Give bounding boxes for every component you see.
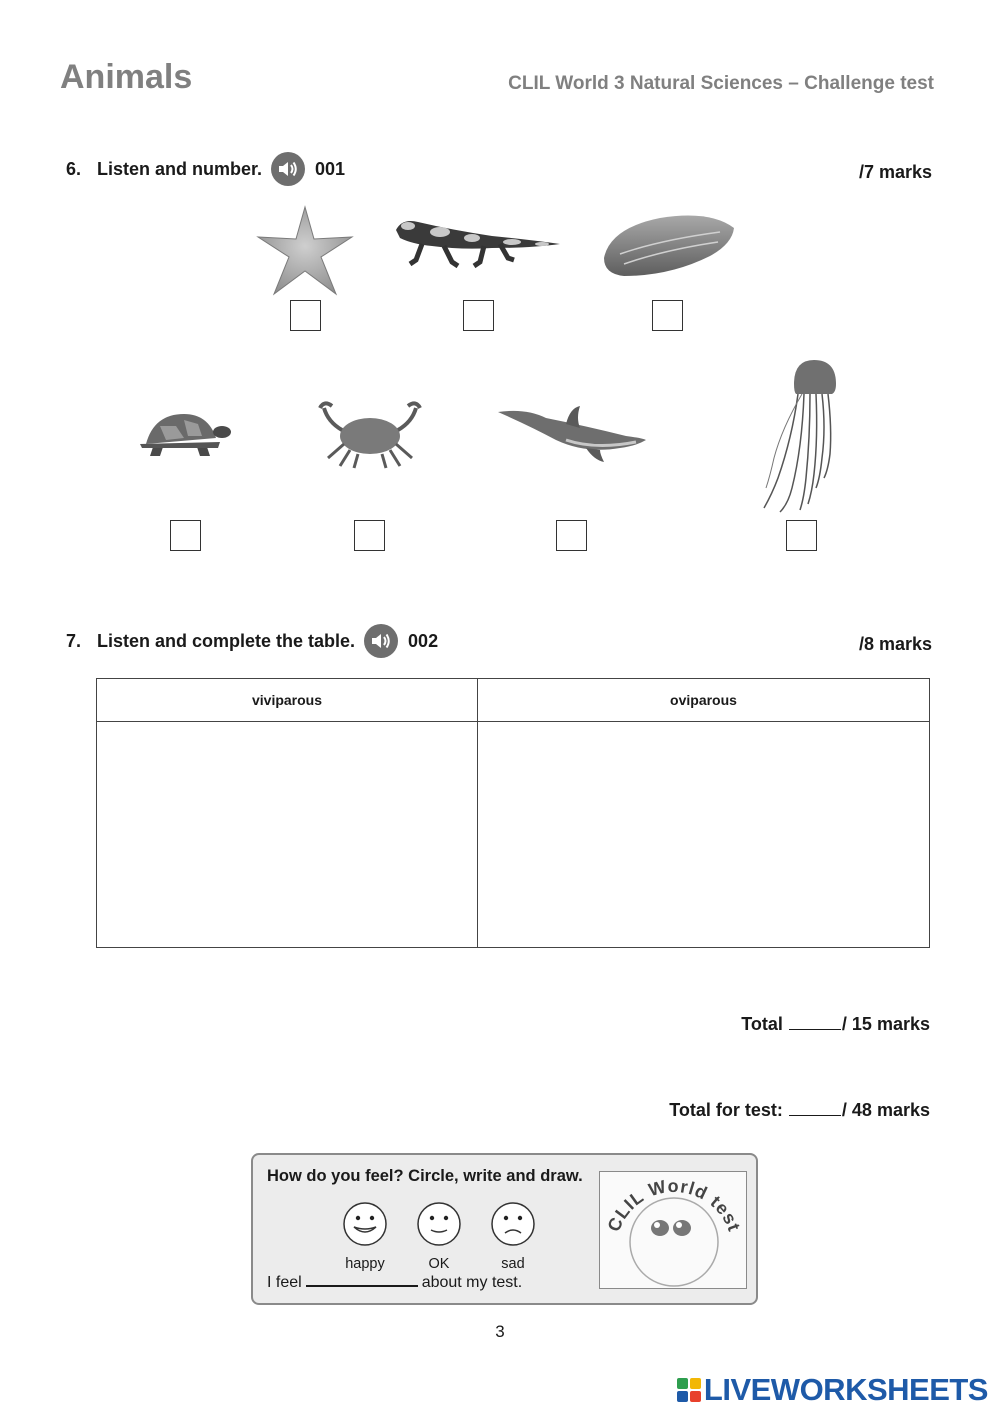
question-6-marks: /7 marks — [858, 162, 932, 182]
viviparous-answer-cell[interactable] — [97, 722, 478, 948]
audio-track: 001 — [315, 158, 346, 179]
column-header-oviparous: oviparous — [478, 679, 930, 722]
feeling-sentence-end: about my test. — [421, 1274, 523, 1291]
feeling-sentence — [267, 1273, 522, 1292]
audio-button[interactable] — [271, 152, 305, 186]
question-7-marks: /8 marks — [858, 634, 932, 654]
feelings-panel — [251, 1153, 758, 1305]
test-total — [669, 1100, 930, 1121]
feeling-sentence-start: I feel — [267, 1274, 302, 1291]
classification-table — [96, 678, 930, 948]
question-number: 7. — [66, 630, 82, 651]
question-instruction: Listen and number. — [97, 158, 263, 179]
answer-box-salamander[interactable] — [463, 300, 494, 331]
sea-cucumber-icon — [600, 210, 736, 280]
happy-face-icon — [342, 1201, 388, 1247]
answer-box-sea-cucumber[interactable] — [652, 300, 683, 331]
face-ok[interactable] — [415, 1201, 463, 1272]
page-number: 3 — [495, 1322, 505, 1341]
answer-box-jellyfish[interactable] — [786, 520, 817, 551]
jellyfish-icon — [762, 358, 840, 514]
face-happy[interactable] — [341, 1201, 389, 1272]
speaker-icon — [277, 159, 299, 179]
section-total-max: / 15 marks — [841, 1014, 930, 1034]
face-label-happy: happy — [345, 1256, 385, 1272]
oviparous-answer-cell[interactable] — [478, 722, 930, 948]
starfish-icon — [256, 205, 354, 297]
question-7 — [66, 624, 438, 658]
question-6 — [66, 152, 345, 186]
audio-track: 002 — [408, 630, 439, 651]
speaker-icon — [370, 631, 392, 651]
dolphin-icon — [496, 404, 648, 466]
clil-world-test-badge[interactable] — [599, 1171, 747, 1289]
audio-button[interactable] — [364, 624, 398, 658]
badge-title: CLIL World test — [603, 1175, 745, 1235]
turtle-icon — [136, 408, 232, 460]
section-total-label: Total — [741, 1014, 783, 1034]
face-sad[interactable] — [489, 1201, 537, 1272]
test-total-label: Total for test: — [669, 1100, 783, 1120]
answer-box-dolphin[interactable] — [556, 520, 587, 551]
ok-face-icon — [416, 1201, 462, 1247]
feeling-blank[interactable] — [306, 1273, 418, 1287]
page-subtitle: CLIL World 3 Natural Sciences – Challenge test — [508, 73, 934, 94]
brand-name: LIVEWORKSHEETS — [703, 1372, 988, 1407]
answer-box-turtle[interactable] — [170, 520, 201, 551]
sad-face-icon — [490, 1201, 536, 1247]
liveworksheets-logo-icon — [677, 1378, 701, 1402]
page-title: Animals — [60, 58, 193, 96]
section-total — [741, 1014, 930, 1035]
badge-face-icon — [600, 1172, 746, 1288]
feelings-question: How do you feel? Circle, write and draw. — [267, 1167, 583, 1185]
face-label-ok: OK — [428, 1256, 450, 1272]
test-total-blank[interactable] — [789, 1100, 841, 1116]
answer-box-crab[interactable] — [354, 520, 385, 551]
crab-icon — [318, 400, 422, 470]
answer-box-starfish[interactable] — [290, 300, 321, 331]
section-total-blank[interactable] — [789, 1014, 841, 1030]
test-total-max: / 48 marks — [841, 1100, 930, 1120]
question-number: 6. — [66, 158, 82, 179]
salamander-icon — [392, 208, 562, 270]
column-header-viviparous: viviparous — [97, 679, 478, 722]
face-label-sad: sad — [501, 1256, 525, 1272]
liveworksheets-logo — [677, 1372, 988, 1408]
question-instruction: Listen and complete the table. — [97, 630, 356, 651]
